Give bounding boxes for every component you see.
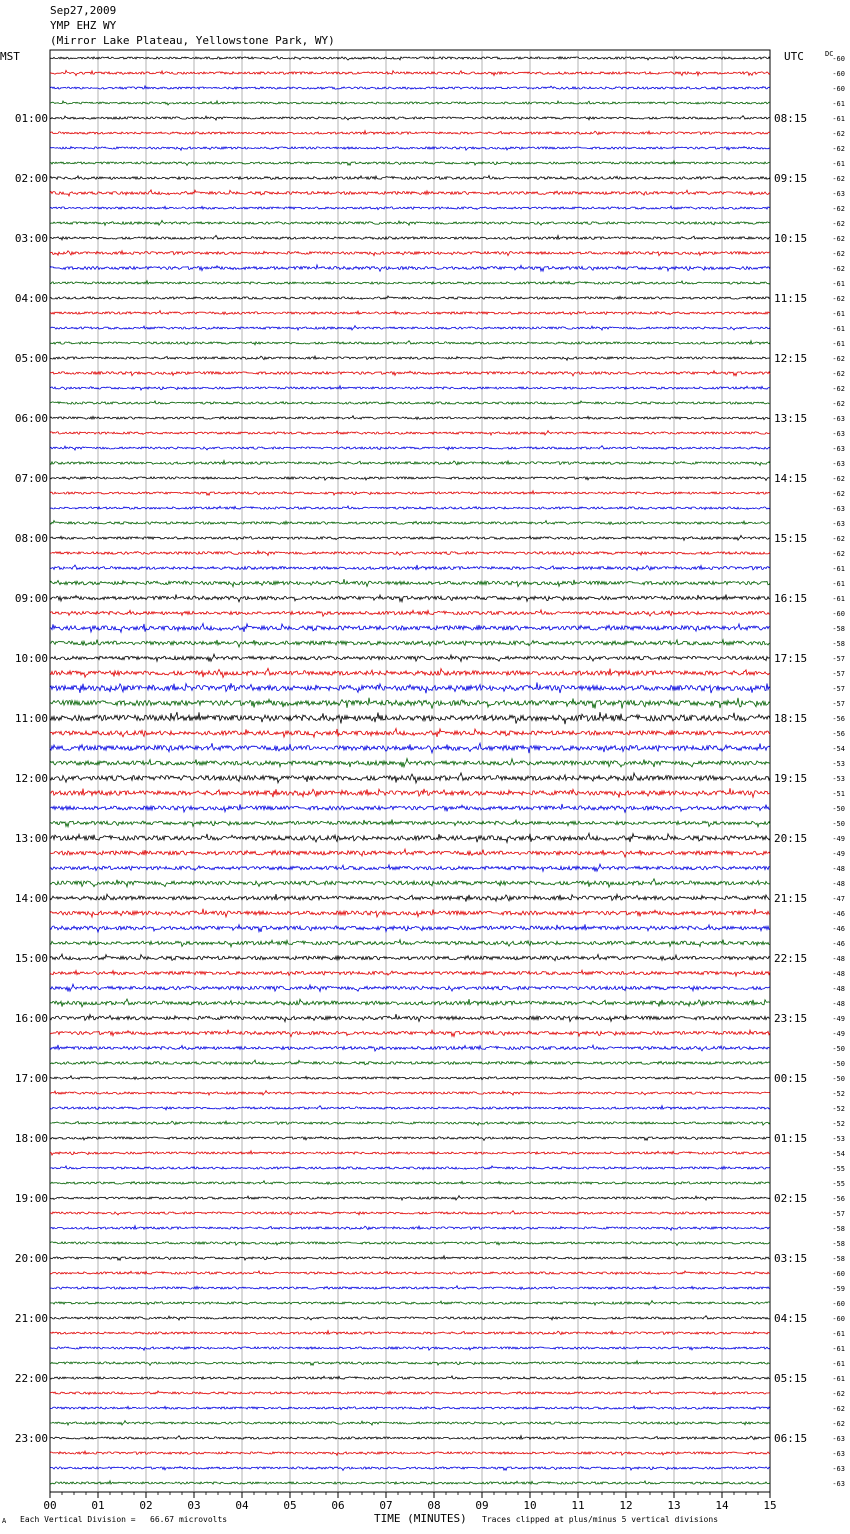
seismic-trace [50, 1331, 770, 1335]
seismic-trace [50, 477, 770, 481]
seismic-trace [50, 970, 770, 976]
dc-offset-label: -63 [832, 460, 845, 468]
seismic-trace [50, 265, 770, 271]
seismic-trace [50, 161, 770, 166]
dc-offset-label: -61 [832, 1360, 845, 1368]
dc-offset-label: -47 [832, 895, 845, 903]
dc-offset-label: -48 [832, 955, 845, 963]
seismic-trace [50, 371, 770, 376]
left-hour-label: 19:00 [14, 1192, 48, 1205]
seismic-trace [50, 940, 770, 947]
dc-offset-label: -51 [832, 790, 845, 798]
seismic-trace [50, 1166, 770, 1170]
seismic-trace [50, 101, 770, 105]
seismic-trace [50, 984, 770, 991]
right-hour-label: 20:15 [774, 832, 808, 845]
left-hour-label: 04:00 [14, 292, 48, 305]
seismic-trace [50, 595, 770, 602]
dc-offset-label: -62 [832, 535, 845, 543]
station-location: (Mirror Lake Plateau, Yellowstone Park, WY) [50, 34, 335, 47]
dc-offset-label: -60 [832, 55, 845, 63]
x-tick-label: 04 [235, 1499, 249, 1512]
seismic-trace [50, 1030, 770, 1037]
seismic-trace [50, 999, 770, 1007]
dc-offset-label: -61 [832, 115, 845, 123]
x-axis-label: TIME (MINUTES) [374, 1512, 467, 1525]
right-hour-label: 15:15 [774, 532, 808, 545]
seismic-trace [50, 1481, 770, 1484]
x-tick-label: 00 [43, 1499, 57, 1512]
vertical-division-note: Each Vertical Division = 66.67 microvolts [20, 1515, 228, 1524]
seismic-trace [50, 401, 770, 405]
seismic-trace [50, 909, 770, 917]
seismic-trace [50, 281, 770, 284]
dc-offset-label: -62 [832, 250, 845, 258]
dc-offset-label: -58 [832, 1255, 845, 1263]
seismic-trace [50, 1421, 770, 1426]
right-hour-label: 01:15 [774, 1132, 808, 1145]
seismic-trace [50, 640, 770, 647]
right-hour-label: 02:15 [774, 1192, 808, 1205]
dc-offset-label: -62 [832, 175, 845, 183]
dc-offset-label: -62 [832, 265, 845, 273]
dc-offset-label: -62 [832, 1405, 845, 1413]
dc-offset-label: -63 [832, 430, 845, 438]
station-code: YMP EHZ WY [50, 19, 117, 32]
right-hour-label: 05:15 [774, 1372, 808, 1385]
seismic-trace [50, 251, 770, 256]
dc-offset-label: -61 [832, 1375, 845, 1383]
left-hour-label: 05:00 [14, 352, 48, 365]
left-hour-label: 18:00 [14, 1132, 48, 1145]
dc-offset-label: -61 [832, 595, 845, 603]
dc-offset-label: -53 [832, 1135, 845, 1143]
right-hour-label: 21:15 [774, 892, 808, 905]
seismic-trace [50, 131, 770, 135]
seismic-trace [50, 1391, 770, 1395]
left-hour-label: 16:00 [14, 1012, 48, 1025]
dc-offset-label: -59 [832, 1285, 845, 1293]
chart-date: Sep27,2009 [50, 4, 117, 17]
dc-offset-label: -56 [832, 730, 845, 738]
dc-offset-label: -63 [832, 445, 845, 453]
dc-offset-label: -50 [832, 820, 845, 828]
seismic-trace [50, 356, 770, 360]
seismic-trace [50, 551, 770, 556]
dc-offset-label: -50 [832, 805, 845, 813]
dc-offset-label: -56 [832, 715, 845, 723]
dc-offset-label: -57 [832, 1210, 845, 1218]
dc-offset-label: -61 [832, 325, 845, 333]
seismic-trace [50, 1361, 770, 1366]
seismic-trace [50, 820, 770, 827]
right-hour-label: 14:15 [774, 472, 808, 485]
dc-offset-label: -62 [832, 1420, 845, 1428]
dc-offset-label: -50 [832, 1045, 845, 1053]
left-hour-label: 09:00 [14, 592, 48, 605]
dc-offset-label: -61 [832, 280, 845, 288]
dc-offset-label: -48 [832, 970, 845, 978]
seismic-trace [50, 712, 770, 724]
dc-offset-label: -62 [832, 355, 845, 363]
clipping-note: Traces clipped at plus/minus 5 vertical divisions [482, 1515, 719, 1524]
x-tick-label: 03 [187, 1499, 201, 1512]
seismic-trace [50, 521, 770, 525]
dc-offset-label: -63 [832, 190, 845, 198]
x-tick-label: 09 [475, 1499, 489, 1512]
right-hour-label: 10:15 [774, 232, 808, 245]
dc-offset-label: -60 [832, 85, 845, 93]
left-hour-label: 20:00 [14, 1252, 48, 1265]
dc-offset-label: -48 [832, 1000, 845, 1008]
seismic-trace [50, 535, 770, 540]
seismic-trace [50, 565, 770, 570]
left-hour-label: 03:00 [14, 232, 48, 245]
seismic-trace [50, 1106, 770, 1110]
right-hour-label: 23:15 [774, 1012, 808, 1025]
dc-offset-label: -53 [832, 775, 845, 783]
dc-offset-label: -52 [832, 1105, 845, 1113]
right-hour-label: 16:15 [774, 592, 808, 605]
right-hour-label: 08:15 [774, 112, 808, 125]
dc-offset-label: -52 [832, 1120, 845, 1128]
seismic-trace [50, 1286, 770, 1290]
seismic-trace [50, 610, 770, 616]
dc-offset-label: -61 [832, 160, 845, 168]
left-hour-label: 21:00 [14, 1312, 48, 1325]
left-hour-label: 12:00 [14, 772, 48, 785]
dc-offset-label: -53 [832, 760, 845, 768]
dc-offset-label: -49 [832, 850, 845, 858]
left-hour-label: 01:00 [14, 112, 48, 125]
plot-frame [50, 50, 770, 1492]
dc-offset-label: -55 [832, 1165, 845, 1173]
seismic-trace [50, 235, 770, 240]
seismic-trace [50, 759, 770, 768]
dc-offset-label: -62 [832, 475, 845, 483]
seismic-trace [50, 1076, 770, 1080]
dc-offset-label: -62 [832, 400, 845, 408]
seismic-trace [50, 1181, 770, 1185]
seismic-trace [50, 623, 770, 632]
seismic-trace [50, 894, 770, 902]
dc-offset-label: -54 [832, 1150, 845, 1158]
dc-offset-label: -61 [832, 1330, 845, 1338]
dc-offset-label: -48 [832, 880, 845, 888]
dc-offset-label: -63 [832, 505, 845, 513]
dc-offset-label: -62 [832, 145, 845, 153]
seismic-trace [50, 1406, 770, 1410]
dc-offset-label: -58 [832, 1225, 845, 1233]
seismic-trace [50, 1451, 770, 1455]
x-tick-label: 11 [571, 1499, 585, 1512]
dc-offset-label: -62 [832, 385, 845, 393]
x-tick-label: 10 [523, 1499, 537, 1512]
dc-offset-label: -57 [832, 685, 845, 693]
dc-header-label: DC [825, 50, 834, 58]
seismic-trace [50, 86, 770, 89]
x-tick-label: 06 [331, 1499, 345, 1512]
x-tick-label: 05 [283, 1499, 297, 1512]
seismic-trace [50, 1347, 770, 1351]
left-hour-label: 02:00 [14, 172, 48, 185]
dc-offset-label: -63 [832, 1450, 845, 1458]
dc-offset-label: -57 [832, 700, 845, 708]
dc-offset-label: -56 [832, 1195, 845, 1203]
dc-offset-label: -61 [832, 1345, 845, 1353]
dc-offset-label: -62 [832, 205, 845, 213]
dc-offset-label: -60 [832, 70, 845, 78]
dc-offset-label: -50 [832, 1060, 845, 1068]
dc-offset-label: -57 [832, 670, 845, 678]
seismic-trace [50, 743, 770, 753]
dc-offset-label: -46 [832, 925, 845, 933]
left-timezone-label: MST [0, 50, 20, 63]
seismic-trace [50, 668, 770, 677]
dc-offset-label: -63 [832, 1465, 845, 1473]
seismic-trace [50, 833, 770, 842]
seismic-trace [50, 296, 770, 300]
seismic-trace [50, 431, 770, 436]
seismic-trace [50, 1014, 770, 1022]
seismic-trace [50, 1151, 770, 1155]
seismic-trace [50, 1242, 770, 1246]
x-tick-label: 08 [427, 1499, 441, 1512]
right-hour-label: 19:15 [774, 772, 808, 785]
left-hour-label: 15:00 [14, 952, 48, 965]
seismic-trace [50, 1060, 770, 1065]
left-hour-label: 06:00 [14, 412, 48, 425]
seismic-trace [50, 147, 770, 151]
x-tick-label: 14 [715, 1499, 729, 1512]
seismic-trace [50, 728, 770, 737]
dc-offset-label: -63 [832, 1435, 845, 1443]
seismic-trace [50, 1045, 770, 1051]
seismic-trace [50, 1376, 770, 1379]
seismic-trace [50, 1121, 770, 1125]
seismic-trace [50, 682, 770, 693]
seismic-trace [50, 698, 770, 709]
right-hour-label: 17:15 [774, 652, 808, 665]
seismic-trace [50, 190, 770, 196]
seismic-trace [50, 1301, 770, 1306]
x-tick-label: 01 [91, 1499, 105, 1512]
seismic-trace [50, 220, 770, 225]
dc-offset-label: -48 [832, 865, 845, 873]
seismic-trace [50, 1091, 770, 1096]
x-tick-label: 02 [139, 1499, 153, 1512]
left-hour-label: 17:00 [14, 1072, 48, 1085]
seismic-trace [50, 864, 770, 871]
left-hour-label: 07:00 [14, 472, 48, 485]
dc-offset-label: -57 [832, 655, 845, 663]
right-hour-label: 00:15 [774, 1072, 808, 1085]
seismic-trace [50, 70, 770, 75]
right-hour-label: 03:15 [774, 1252, 808, 1265]
dc-offset-label: -63 [832, 1480, 845, 1488]
seismic-trace [50, 341, 770, 345]
seismic-trace [50, 491, 770, 496]
seismic-trace [50, 1316, 770, 1320]
seismic-trace [50, 1211, 770, 1215]
seismic-trace [50, 1256, 770, 1261]
dc-offset-label: -58 [832, 640, 845, 648]
right-timezone-label: UTC [784, 50, 804, 63]
dc-offset-label: -60 [832, 1270, 845, 1278]
dc-offset-label: -62 [832, 370, 845, 378]
dc-offset-label: -62 [832, 550, 845, 558]
seismic-trace [50, 311, 770, 315]
dc-offset-label: -61 [832, 340, 845, 348]
dc-offset-label: -49 [832, 1030, 845, 1038]
x-tick-label: 15 [763, 1499, 777, 1512]
x-tick-label: 12 [619, 1499, 633, 1512]
seismic-trace [50, 924, 770, 932]
dc-offset-label: -49 [832, 1015, 845, 1023]
dc-offset-label: -49 [832, 835, 845, 843]
dc-offset-label: -62 [832, 235, 845, 243]
dc-offset-label: -54 [832, 745, 845, 753]
dc-offset-label: -60 [832, 610, 845, 618]
dc-offset-label: -62 [832, 490, 845, 498]
right-hour-label: 12:15 [774, 352, 808, 365]
seismic-trace [50, 804, 770, 812]
dc-offset-label: -62 [832, 295, 845, 303]
right-hour-label: 04:15 [774, 1312, 808, 1325]
seismic-trace [50, 654, 770, 661]
seismic-trace [50, 326, 770, 331]
dc-offset-label: -52 [832, 1090, 845, 1098]
left-hour-label: 13:00 [14, 832, 48, 845]
left-hour-label: 14:00 [14, 892, 48, 905]
left-hour-label: 11:00 [14, 712, 48, 725]
right-hour-label: 22:15 [774, 952, 808, 965]
seismic-trace [50, 56, 770, 60]
seismic-trace [50, 116, 770, 120]
dc-offset-label: -61 [832, 310, 845, 318]
right-hour-label: 06:15 [774, 1432, 808, 1445]
x-tick-label: 07 [379, 1499, 393, 1512]
seismic-trace [50, 1196, 770, 1201]
dc-offset-label: -58 [832, 1240, 845, 1248]
dc-offset-label: -63 [832, 415, 845, 423]
dc-offset-label: -62 [832, 1390, 845, 1398]
seismic-trace [50, 206, 770, 210]
seismic-trace [50, 849, 770, 857]
dc-offset-label: -61 [832, 565, 845, 573]
seismic-trace [50, 506, 770, 510]
dc-offset-label: -60 [832, 1315, 845, 1323]
seismic-trace [50, 788, 770, 797]
seismic-trace [50, 446, 770, 450]
dc-offset-label: -55 [832, 1180, 845, 1188]
dc-offset-label: -58 [832, 625, 845, 633]
seismic-trace [50, 1226, 770, 1231]
seismic-trace [50, 461, 770, 466]
dc-offset-label: -62 [832, 130, 845, 138]
seismic-trace [50, 1271, 770, 1275]
right-hour-label: 18:15 [774, 712, 808, 725]
dc-offset-label: -46 [832, 910, 845, 918]
seismic-trace [50, 773, 770, 783]
footer-mark: A [2, 1517, 7, 1525]
left-hour-label: 23:00 [14, 1432, 48, 1445]
right-hour-label: 13:15 [774, 412, 808, 425]
dc-offset-label: -62 [832, 220, 845, 228]
left-hour-label: 22:00 [14, 1372, 48, 1385]
dc-offset-label: -48 [832, 985, 845, 993]
x-tick-label: 13 [667, 1499, 681, 1512]
seismic-trace [50, 386, 770, 390]
seismic-trace [50, 879, 770, 887]
seismic-trace [50, 954, 770, 961]
left-hour-label: 08:00 [14, 532, 48, 545]
seismic-trace [50, 1436, 770, 1440]
seismic-trace [50, 1467, 770, 1471]
right-hour-label: 09:15 [774, 172, 808, 185]
right-hour-label: 11:15 [774, 292, 808, 305]
dc-offset-label: -63 [832, 520, 845, 528]
seismic-trace [50, 1137, 770, 1141]
dc-offset-label: -50 [832, 1075, 845, 1083]
dc-offset-label: -61 [832, 580, 845, 588]
dc-offset-label: -60 [832, 1300, 845, 1308]
seismic-trace [50, 579, 770, 587]
left-hour-label: 10:00 [14, 652, 48, 665]
dc-offset-label: -61 [832, 100, 845, 108]
seismic-trace [50, 176, 770, 180]
dc-offset-label: -46 [832, 940, 845, 948]
seismic-trace [50, 416, 770, 420]
